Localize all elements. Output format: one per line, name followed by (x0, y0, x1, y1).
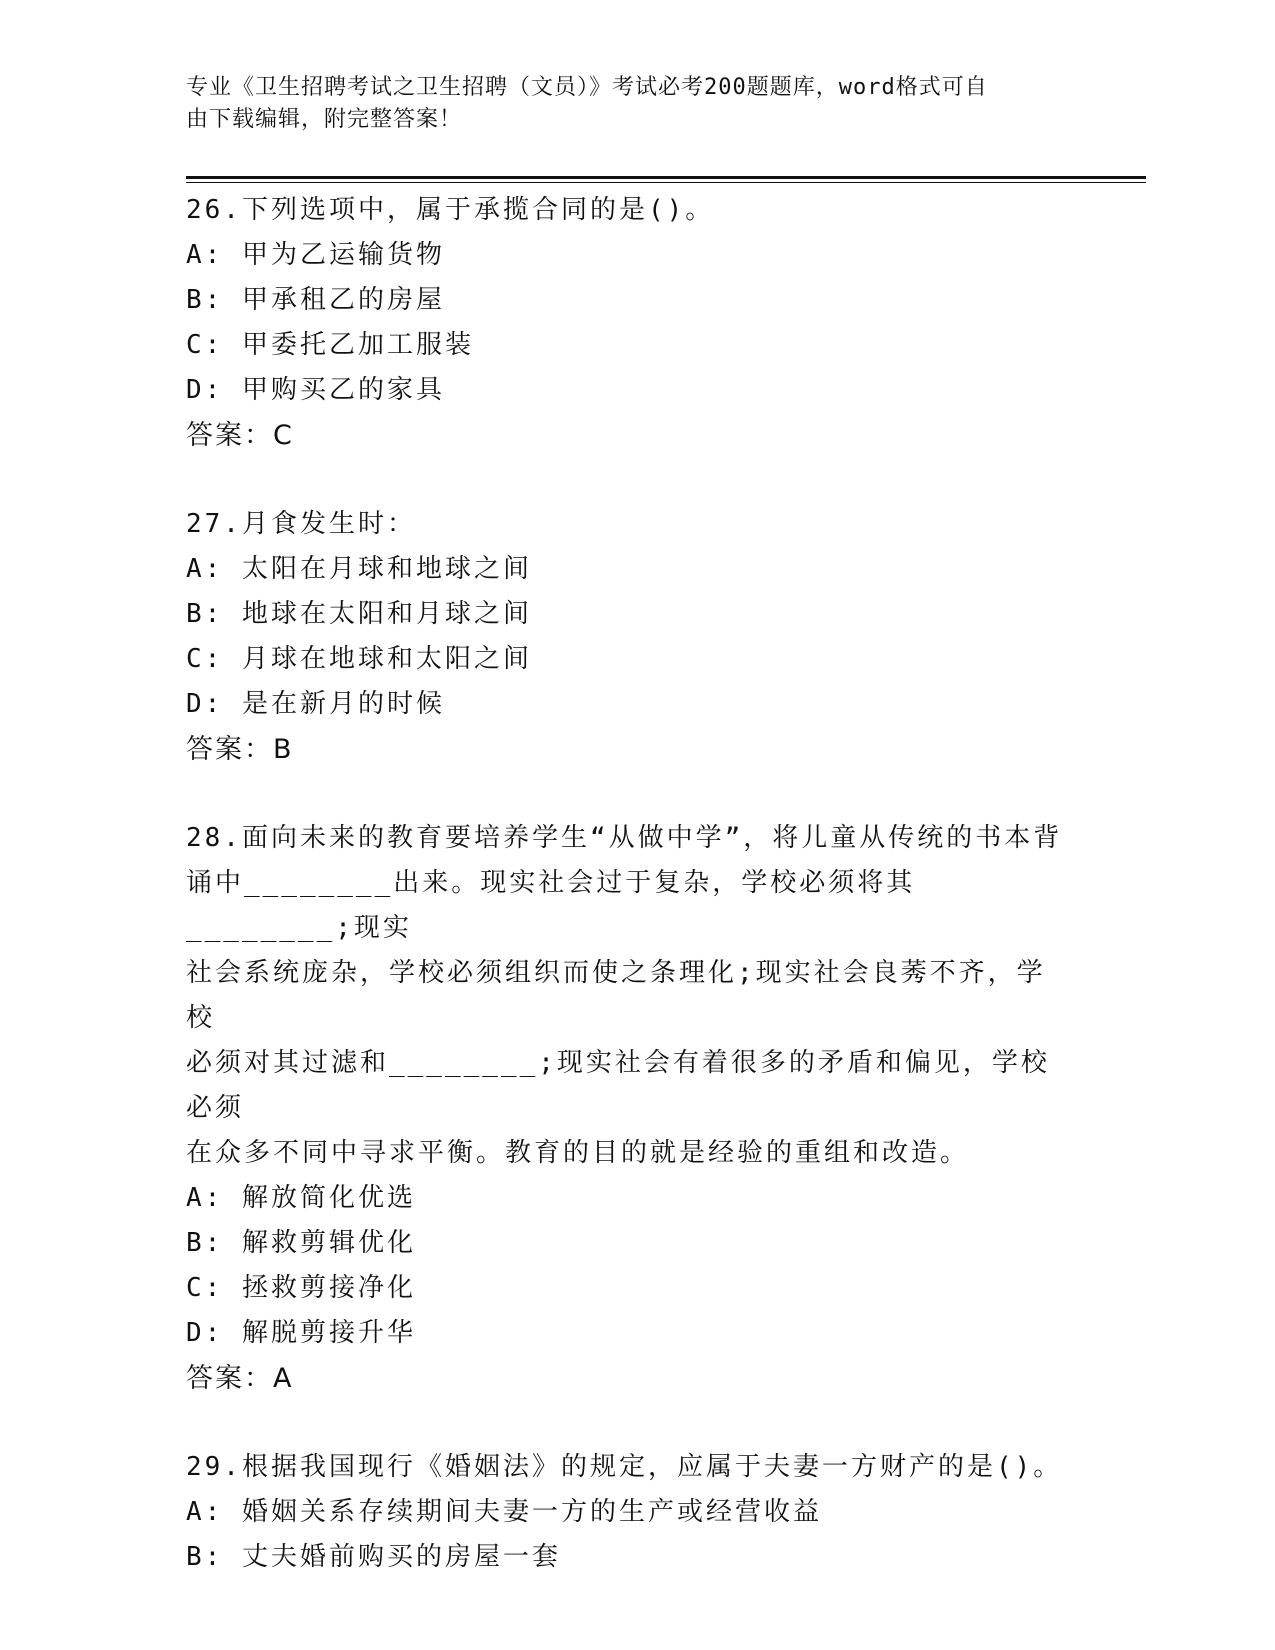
option-a: A: 婚姻关系存续期间夫妻一方的生产或经营收益 (186, 1497, 822, 1527)
option-c: C: 拯救剪接净化 (186, 1273, 416, 1303)
option-b: B: 甲承租乙的房屋 (186, 285, 445, 315)
question-stem: 29.根据我国现行《婚姻法》的规定，应属于夫妻一方财产的是()。 (186, 1452, 1063, 1482)
option-b: B: 解救剪辑优化 (186, 1228, 416, 1258)
option-c: C: 甲委托乙加工服装 (186, 330, 474, 360)
header-rule-thin (186, 182, 1146, 183)
question-list (186, 188, 1066, 1624)
option-d: D: 是在新月的时候 (186, 689, 445, 719)
option-b: B: 丈夫婚前购买的房屋一套 (186, 1542, 561, 1572)
option-a: A: 甲为乙运输货物 (186, 240, 445, 270)
question-29 (186, 1445, 1066, 1580)
option-d: D: 甲购买乙的家具 (186, 375, 445, 405)
question-stem: 27.月食发生时： (186, 509, 416, 539)
question-stem-line-4: 必须对其过滤和________;现实社会有着很多的矛盾和偏见，学校必须 (186, 1048, 1050, 1123)
answer: 答案：A (186, 1363, 294, 1394)
option-c: C: 月球在地球和太阳之间 (186, 644, 532, 674)
answer: 答案：C (186, 420, 294, 451)
option-b: B: 地球在太阳和月球之间 (186, 599, 532, 629)
option-d: D: 解脱剪接升华 (186, 1318, 416, 1348)
option-a: A: 太阳在月球和地球之间 (186, 554, 532, 584)
question-stem-line-2: 诵中________出来。现实社会过于复杂，学校必须将其________;现实 (186, 868, 916, 943)
question-stem-line-3: 社会系统庞杂，学校必须组织而使之条理化;现实社会良莠不齐，学校 (186, 958, 1046, 1033)
question-28 (186, 816, 1066, 1401)
question-stem-line-5: 在众多不同中寻求平衡。教育的目的就是经验的重组和改造。 (186, 1138, 970, 1168)
question-26 (186, 188, 1066, 458)
option-a: A: 解放简化优选 (186, 1183, 416, 1213)
header-rule-thick (186, 176, 1146, 179)
header-line-2: 由下载编辑，附完整答案！ (186, 107, 463, 132)
header-line-1: 专业《卫生招聘考试之卫生招聘（文员）》考试必考200题题库，word格式可自 (186, 75, 988, 100)
document-header (186, 72, 1086, 136)
question-stem-line-1: 28.面向未来的教育要培养学生“从做中学”，将儿童从传统的书本背 (186, 823, 1063, 853)
question-27 (186, 502, 1066, 772)
answer: 答案：B (186, 734, 294, 765)
question-stem: 26.下列选项中，属于承揽合同的是()。 (186, 195, 715, 225)
